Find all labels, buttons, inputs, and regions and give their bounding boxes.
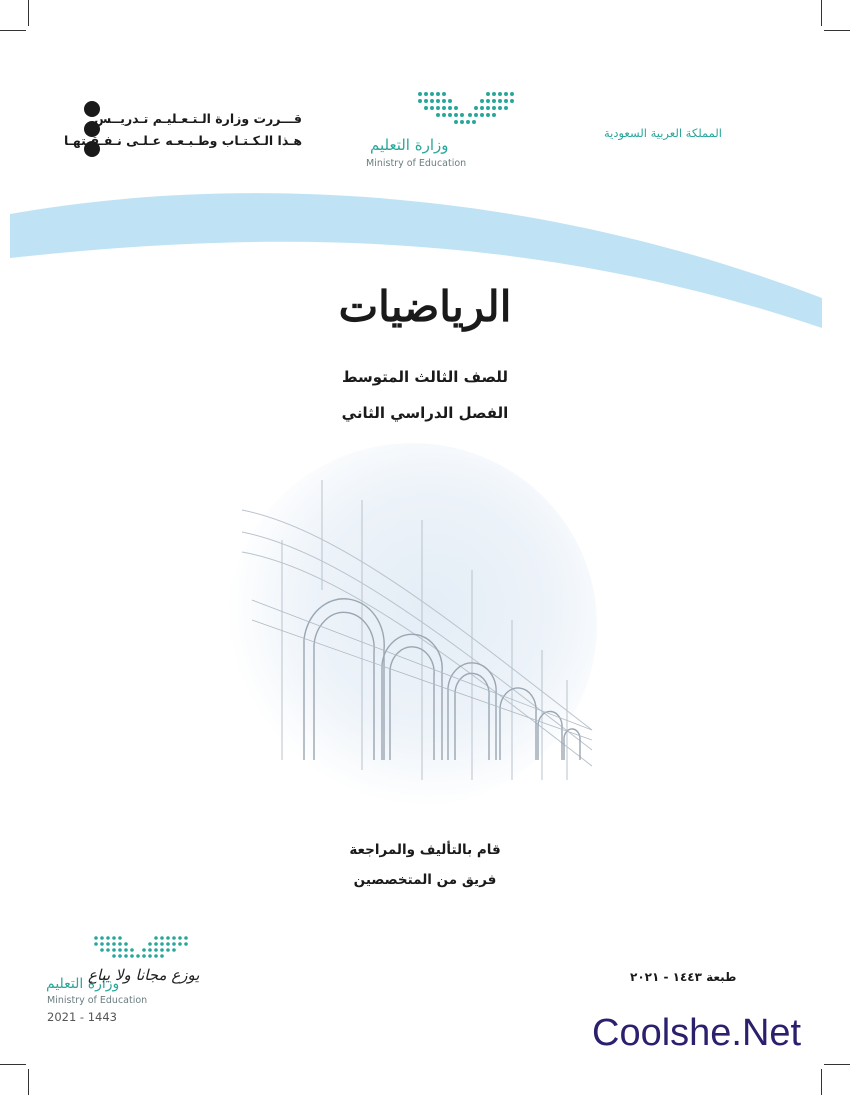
footer-ministry-name-en: Ministry of Education [47, 995, 148, 1006]
footer-year: 2021 - 1443 [47, 1010, 117, 1024]
watermark-text: Coolshe.Net [592, 1012, 802, 1054]
crop-mark [28, 1069, 29, 1095]
ministry-name-ar: وزارة التعليم [370, 136, 449, 154]
decree-line-2: هـذا الـكـتـاب وطـبـعـه عـلـى نـفـقـتهـا [63, 133, 302, 148]
book-term: الفصل الدراسي الثاني [341, 404, 509, 422]
crop-mark [28, 0, 29, 26]
free-distribution-note: يوزع مجانا ولا يباع [88, 966, 200, 984]
ministry-name-en: Ministry of Education [366, 158, 467, 169]
credits-line-2: فريق من المتخصصين [353, 872, 497, 888]
crop-mark [0, 30, 26, 31]
decree-line-1: قـــررت وزارة الـتـعـليـم تـدريــس [94, 111, 302, 126]
crop-mark [821, 1069, 822, 1095]
credits-line-1: قام بالتأليف والمراجعة [349, 842, 501, 858]
book-title: الرياضيات [338, 282, 512, 331]
book-grade: للصف الثالث المتوسط [341, 368, 509, 386]
footer-ministry-name-ar: وزارة التعليم [46, 976, 120, 992]
kingdom-name: المملكة العربية السعودية [604, 126, 722, 140]
crop-mark [821, 0, 822, 26]
crop-mark [824, 1064, 850, 1065]
crop-mark [0, 1064, 26, 1065]
arches-illustration [222, 440, 602, 820]
edition-label: طبعة ١٤٤٣ - ٢٠٢١ [630, 970, 737, 984]
crop-mark [824, 30, 850, 31]
decree-statement [42, 108, 302, 152]
